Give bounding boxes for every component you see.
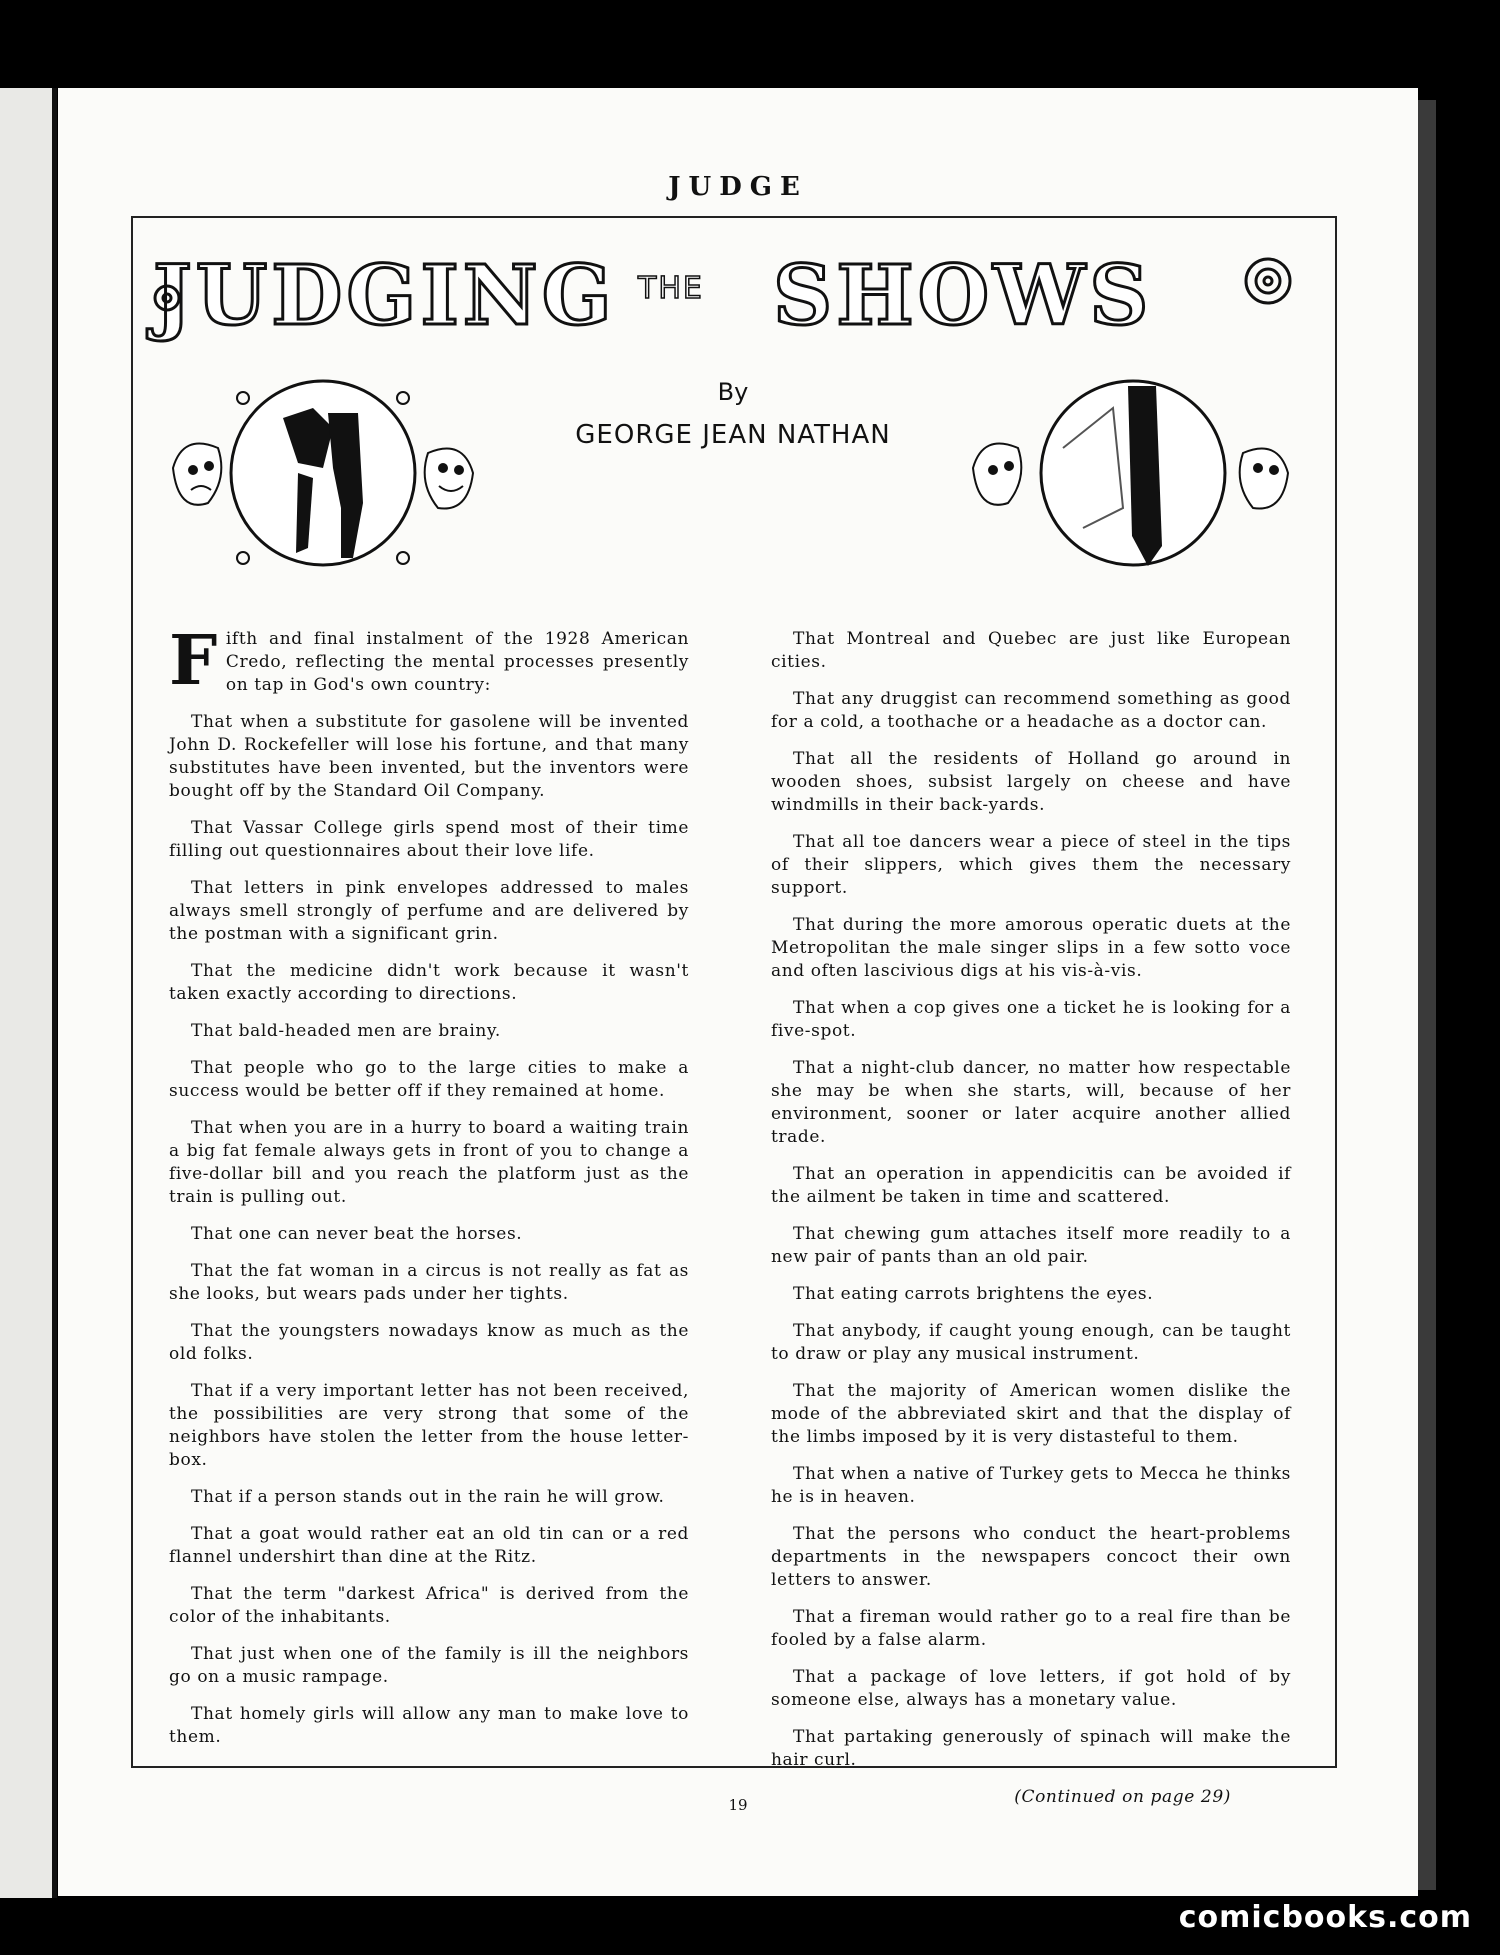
page-number: 19 (728, 1796, 748, 1814)
credo-item: That when a native of Turkey gets to Mecca he thinks he is in heaven. (771, 1464, 1291, 1507)
credo-item: That all toe dancers wear a piece of steel in the tips of their slippers, which gives them the necessary support. (771, 832, 1291, 898)
credo-item: That Vassar College girls spend most of their time filling out questionnaires about their love life. (169, 818, 689, 861)
credo-item: That homely girls will allow any man to make love to them. (169, 1704, 689, 1747)
credo-item: That during the more amorous operatic duets at the Metropolitan the male singer slips in a few sotto voce and often lascivious digs at his vis-à-vis. (771, 915, 1291, 981)
heading-swirl-icon (1246, 259, 1290, 303)
byline-by: By (717, 378, 749, 406)
lead-text: ifth and final instalment of the 1928 American Credo, reflecting the mental processes presently on tap in God's own country: (225, 629, 689, 695)
credo-item: That letters in pink envelopes addressed to males always smell strongly of perfume and are delivered by the postman with a significant grin. (169, 878, 689, 944)
credo-item: That just when one of the family is ill the neighbors go on a music rampage. (169, 1644, 689, 1687)
page-edge-shadow (1418, 100, 1436, 1890)
credo-item: That all the residents of Holland go around in wooden shoes, subsist largely on cheese and have windmills in their back-yards. (771, 749, 1291, 815)
credo-item: That if a person stands out in the rain he will grow. (191, 1487, 665, 1507)
tragedy-mask-icon (973, 444, 1021, 505)
credo-item: That when a cop gives one a ticket he is looking for a five-spot. (771, 998, 1291, 1041)
article-column-left (169, 621, 689, 1763)
article-column-right (771, 628, 1291, 1823)
credo-item: That partaking generously of spinach will make the hair curl. (771, 1727, 1291, 1770)
credo-item: That the fat woman in a circus is not really as fat as she looks, but wears pads under her tights. (169, 1261, 689, 1304)
credo-item: That an operation in appendicitis can be avoided if the ailment be taken in time and scattered. (771, 1164, 1291, 1207)
credo-item: That the persons who conduct the heart-problems departments in the newspapers concoct their own letters to answer. (771, 1524, 1291, 1590)
article-lead (169, 621, 689, 701)
page-gutter (52, 88, 57, 1898)
credo-item: That people who go to the large cities to make a success would be better off if they remained at home. (169, 1058, 689, 1101)
credo-item: That a package of love letters, if got hold of by someone else, always has a monetary value. (771, 1667, 1291, 1710)
credo-item: That eating carrots brightens the eyes. (793, 1284, 1154, 1304)
heading-the: THE (638, 271, 704, 306)
left-page-edge (0, 88, 56, 1898)
credo-item: That chewing gum attaches itself more readily to a new pair of pants than an old pair. (771, 1224, 1291, 1267)
credo-item: That a fireman would rather go to a real fire than be fooled by a false alarm. (771, 1607, 1291, 1650)
illustration-dancers-right (953, 358, 1313, 588)
watermark: comicbooks.com (1178, 1900, 1472, 1935)
credo-item: That the term "darkest Africa" is derived from the color of the inhabitants. (169, 1584, 689, 1627)
continued-note: (Continued on page 29) (1014, 1787, 1231, 1807)
credo-item: That when a substitute for gasolene will be invented John D. Rockefeller will lose his fortune, and that many substitutes have been invented, but the inventors were bought off by the Standard Oil Company. (169, 712, 689, 801)
credo-item: That a night-club dancer, no matter how respectable she may be when she starts, will, because of her environment, sooner or later acquire another allied trade. (771, 1058, 1291, 1147)
comedy-mask-icon (425, 449, 473, 509)
author-name: GEORGE JEAN NATHAN (575, 420, 891, 450)
tragedy-mask-icon (173, 444, 221, 505)
credo-item: That bald-headed men are brainy. (191, 1021, 501, 1041)
illustration-frame-left (231, 381, 415, 565)
magazine-title: JUDGE (668, 172, 808, 202)
credo-item: That Montreal and Quebec are just like European cities. (771, 629, 1291, 672)
credo-item: That if a very important letter has not been received, the possibilities are very strong that some of the neighbors have stolen the letter from the house letter-box. (169, 1381, 689, 1470)
heading-judging: JUDGING (153, 248, 616, 344)
credo-item: That the majority of American women dislike the mode of the abbreviated skirt and that the display of the limbs imposed by it is very distasteful to them. (771, 1381, 1291, 1447)
illustration-dancers-left (153, 358, 493, 588)
drop-cap: F (169, 621, 218, 701)
heading-shows: SHOWS (773, 248, 1153, 344)
decorative-heading (133, 236, 1335, 346)
credo-item: That when you are in a hurry to board a waiting train a big fat female always gets in front of you to change a five-dollar bill and you reach the platform just as the train is pulling out. (169, 1118, 689, 1207)
credo-item: That any druggist can recommend something as good for a cold, a toothache or a headache as a doctor can. (771, 689, 1291, 732)
credo-item: That one can never beat the horses. (191, 1224, 523, 1244)
article-frame (131, 216, 1337, 1807)
credo-item: That anybody, if caught young enough, can be taught to draw or play any musical instrument. (771, 1321, 1291, 1364)
comedy-mask-icon (1240, 449, 1288, 509)
credo-item: That the youngsters nowadays know as much as the old folks. (169, 1321, 689, 1364)
byline (483, 378, 983, 450)
credo-item: That a goat would rather eat an old tin can or a red flannel undershirt than dine at the Ritz. (169, 1524, 689, 1567)
magazine-page (58, 88, 1418, 1896)
credo-item: That the medicine didn't work because it wasn't taken exactly according to directions. (169, 961, 689, 1004)
